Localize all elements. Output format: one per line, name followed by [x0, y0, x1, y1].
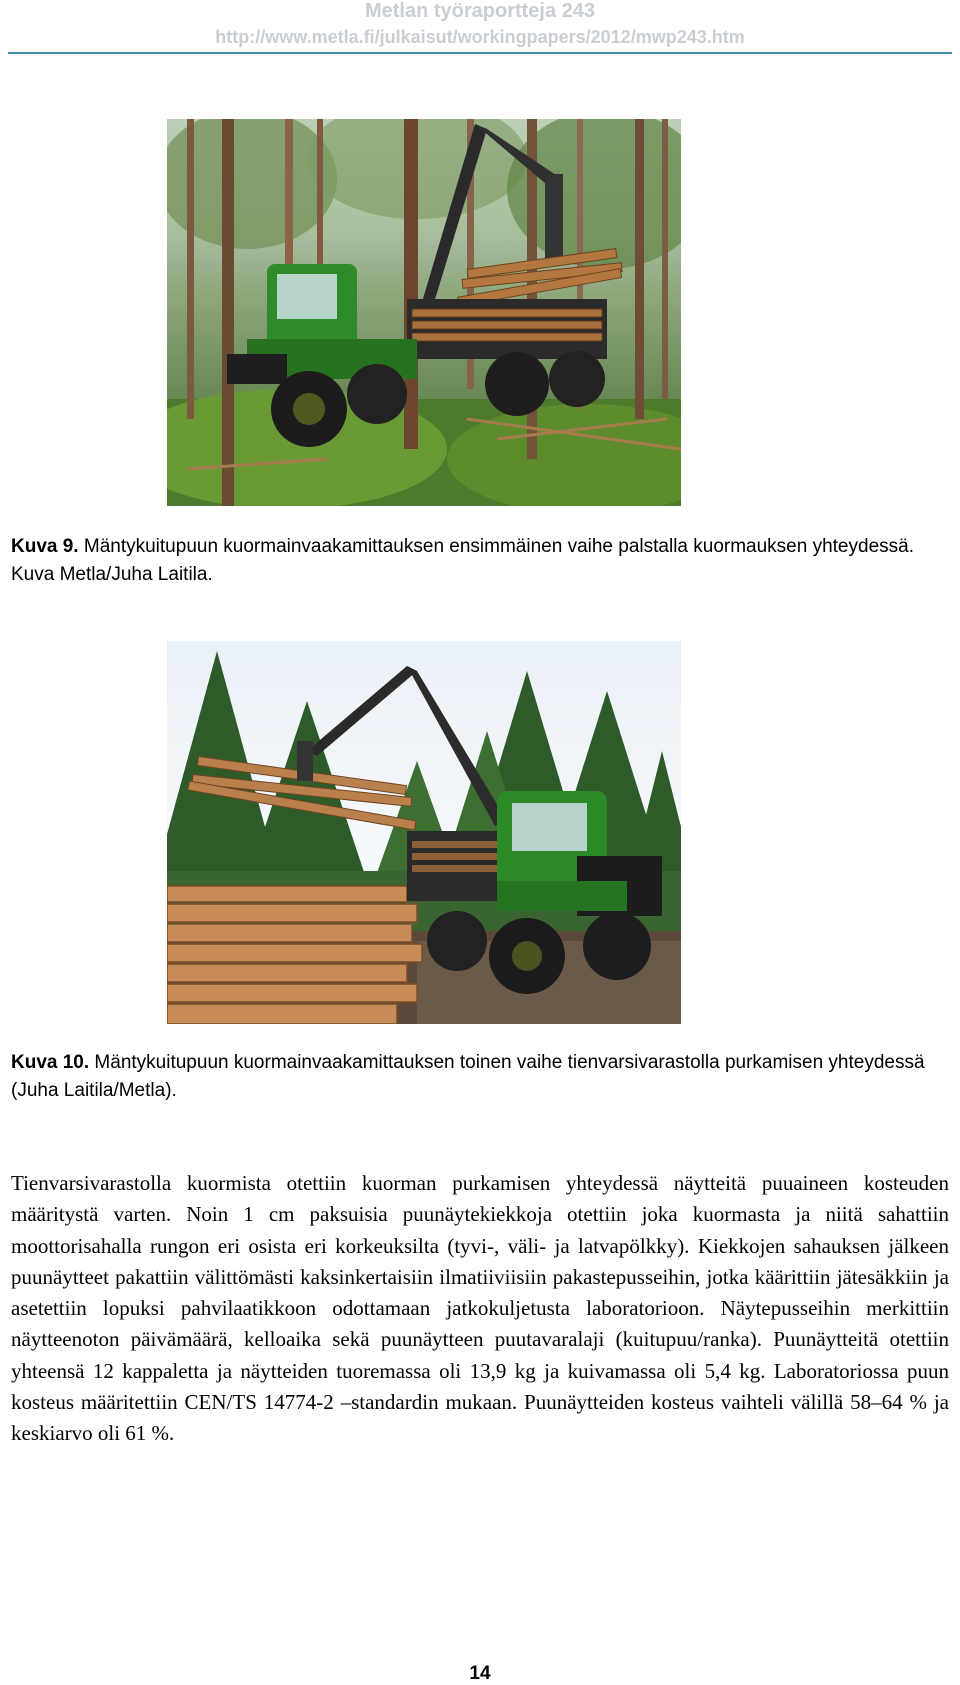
figure-10-photo — [167, 641, 681, 1024]
page-number: 14 — [469, 1663, 491, 1684]
page-header — [0, 0, 960, 52]
series-url: http://www.metla.fi/julkaisut/workingpapers/2012/mwp243.htm — [215, 27, 745, 47]
figure-9-text: Mäntykuitupuun kuormainvaakamittauksen ensimmäinen vaihe palstalla kuormauksen yhteydessä. Kuva Metla/Juha Laitila. — [11, 536, 914, 585]
figure-10-label: Kuva 10. — [11, 1052, 90, 1073]
header-divider — [8, 52, 952, 54]
figure-9-caption — [11, 533, 941, 589]
figure-9-photo — [167, 119, 681, 506]
figure-10-caption — [11, 1049, 941, 1105]
body-paragraph: Tienvarsivarastolla kuormista otettiin kuorman purkamisen yhteydessä näytteitä puuaineen kosteuden määritystä varten. Noin 1 cm paksuisia puunäytekiekkoja otettiin joka kuormasta ja niitä sahattiin moottorisahalla rungon eri osista eri korkeuksilta (tyvi-, väli- ja latvapölkky). Kiekkojen sahauksen jälkeen puunäytteet pakattiin välittömästi kaksinkertaisiin ilmatiiviisiin pakastepusseihin, jotka käärittiin jätesäkkiin ja asetettiin lopuksi pahvilaatikkoon odottamaan jatkokuljetusta laboratorioon. Näytepusseihin merkittiin näytteenoton päivämäärä, kelloaika sekä puunäytteen puutavaralaji (kuitupuu/ranka). Puunäytteitä otettiin yhteensä 12 kappaletta ja näytteiden tuoremassa oli 13,9 kg ja kuivamassa oli 5,4 kg. Laboratoriossa puun kosteus määritettiin CEN/TS 14774-2 –standardin mukaan. Puunäytteiden kosteus vaihteli välillä 58–64 % ja keskiarvo oli 61 %. — [11, 1171, 949, 1446]
series-title: Metlan työraportteja 243 — [364, 0, 596, 22]
figure-9-label: Kuva 9. — [11, 536, 79, 557]
figure-10-text: Mäntykuitupuun kuormainvaakamittauksen toinen vaihe tienvarsivarastolla purkamisen yhteydessä (Juha Laitila/Metla). — [11, 1052, 925, 1101]
